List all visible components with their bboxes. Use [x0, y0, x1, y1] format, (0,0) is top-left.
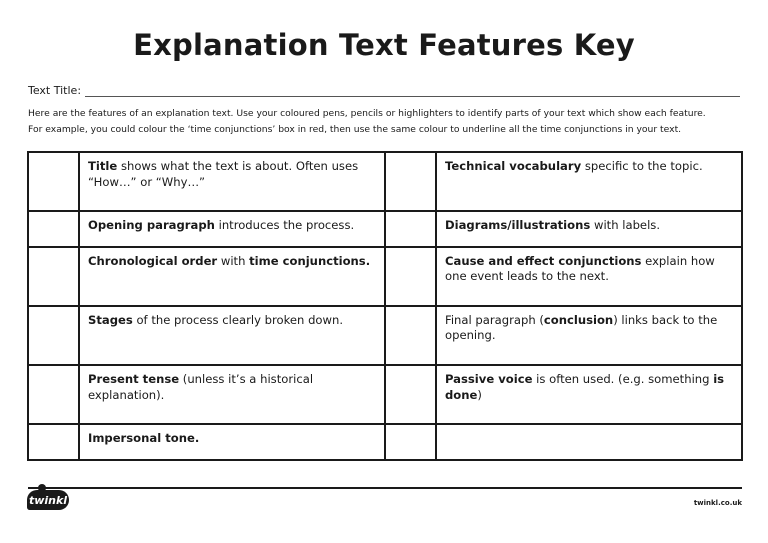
footer-divider	[28, 487, 742, 489]
intro-line: Here are the features of an explanation text. Use your coloured pens, pencils or highlighters to identify parts of your text which show each feature.	[28, 108, 706, 119]
intro-text	[28, 106, 748, 138]
feature-keyword: Impersonal tone.	[88, 431, 200, 446]
colour-box-left[interactable]	[28, 247, 79, 306]
feature-keyword: is done	[445, 372, 725, 402]
feature-cell-left	[79, 211, 385, 247]
colour-box-left[interactable]	[28, 211, 79, 247]
colour-box-left[interactable]	[28, 306, 79, 365]
feature-cell-right	[436, 365, 742, 424]
feature-keyword: Stages	[88, 312, 133, 327]
intro-line: For example, you could colour the ‘time conjunctions’ box in red, then use the same colour to underline all the time conjunctions in your text.	[28, 124, 682, 135]
table-row	[28, 306, 742, 365]
twinkl-logo	[27, 490, 69, 510]
feature-text: )	[477, 387, 482, 402]
feature-text: is often used. (e.g. something	[532, 372, 714, 387]
table-row	[28, 152, 742, 211]
colour-box-left[interactable]	[28, 365, 79, 424]
feature-text: Final paragraph (	[445, 312, 544, 327]
feature-cell-left	[79, 152, 385, 211]
feature-keyword: Technical vocabulary	[445, 159, 582, 173]
feature-text: specific to the topic.	[581, 159, 703, 173]
colour-box-right[interactable]	[385, 152, 436, 211]
colour-box-right[interactable]	[385, 365, 436, 424]
feature-text: ) links back to the opening.	[445, 312, 718, 343]
feature-keyword: Diagrams/illustrations	[445, 218, 591, 233]
feature-cell-right	[436, 211, 742, 247]
feature-keyword: Present tense	[88, 372, 180, 387]
feature-text: (unless it’s a historical explanation).	[88, 372, 314, 402]
feature-cell-left	[79, 247, 385, 306]
feature-cell-right	[436, 424, 742, 460]
feature-text: with	[217, 253, 250, 268]
feature-text: explain how one event leads to the next.	[445, 253, 715, 284]
feature-cell-left	[79, 306, 385, 365]
feature-text: introduces the process.	[214, 218, 355, 233]
feature-keyword: time conjunctions.	[249, 253, 371, 268]
colour-box-left[interactable]	[28, 152, 79, 211]
features-key-table	[27, 151, 743, 461]
page-title: Explanation Text Features Key	[133, 28, 635, 62]
feature-cell-right	[436, 306, 742, 365]
colour-box-left[interactable]	[28, 424, 79, 460]
feature-text: with labels.	[590, 218, 661, 233]
feature-keyword: Opening paragraph	[88, 218, 215, 233]
feature-keyword: Passive voice	[445, 372, 533, 387]
feature-keyword: Chronological order	[88, 253, 218, 268]
feature-cell-right	[436, 247, 742, 306]
colour-box-right[interactable]	[385, 247, 436, 306]
feature-keyword: conclusion	[543, 312, 614, 327]
feature-text: shows what the text is about. Often uses “How…” or “Why…”	[88, 159, 359, 189]
colour-box-right[interactable]	[385, 211, 436, 247]
site-url: twinkl.co.uk	[693, 499, 742, 507]
logo-star-icon	[38, 484, 46, 492]
feature-keyword: Cause and effect conjunctions	[445, 253, 642, 268]
feature-cell-right	[436, 152, 742, 211]
logo-text: twinkl	[28, 493, 68, 507]
colour-box-right[interactable]	[385, 424, 436, 460]
text-title-line[interactable]	[85, 85, 740, 97]
text-title-label: Text Title:	[28, 84, 82, 97]
table-row	[28, 424, 742, 460]
feature-keyword: Title	[88, 159, 118, 173]
table-row	[28, 247, 742, 306]
table-row	[28, 365, 742, 424]
feature-text: of the process clearly broken down.	[132, 312, 344, 327]
feature-cell-left	[79, 365, 385, 424]
feature-cell-left	[79, 424, 385, 460]
table-row	[28, 211, 742, 247]
colour-box-right[interactable]	[385, 306, 436, 365]
text-title-row	[28, 81, 740, 97]
